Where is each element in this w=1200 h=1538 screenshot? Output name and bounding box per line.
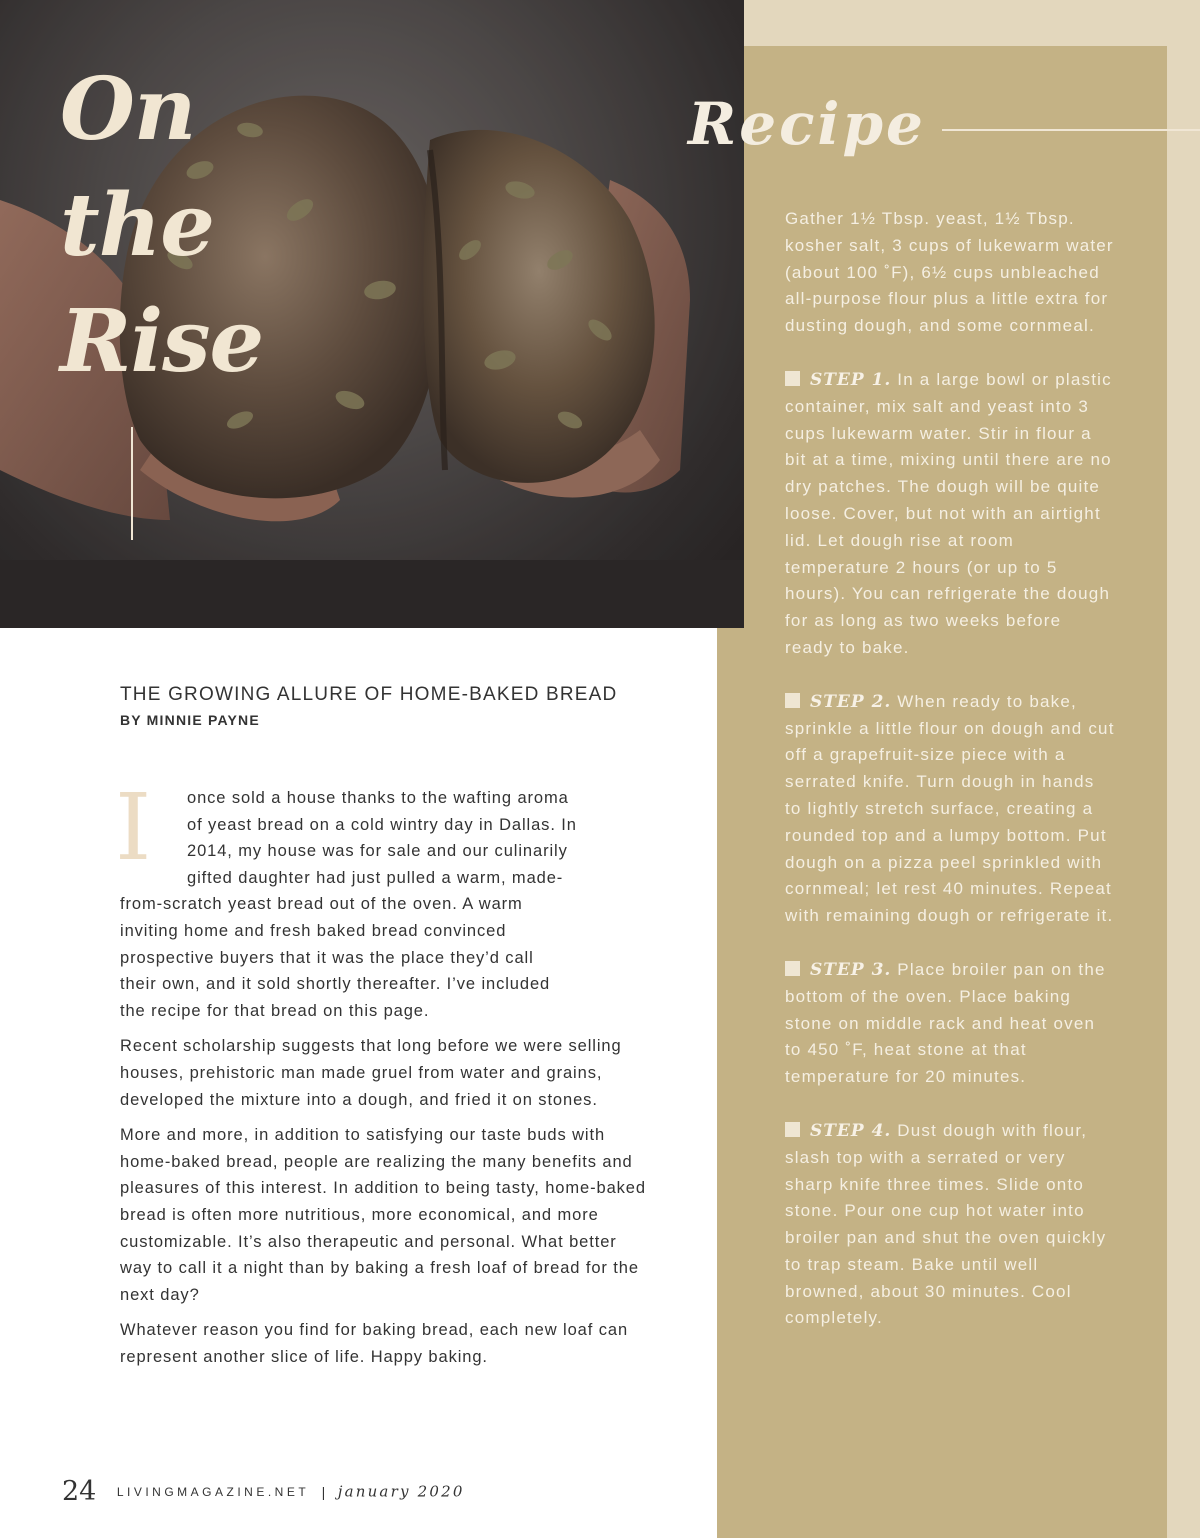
article-paragraph-1 <box>120 785 650 1024</box>
page-number: 24 <box>62 1476 97 1507</box>
article-body <box>120 785 650 1379</box>
paragraph-line: from-scratch yeast bread out of the oven. A warm <box>120 895 523 914</box>
step-text: When ready to bake, sprinkle a little flour on dough and cut off a grapefruit-size piece with a serrated knife. Turn dough in hands to lightly stretch surface, creating a rounded top and a lumpy bottom. Put dough on a pizza peel sprinkled with cornmeal; let rest 40 minutes. Repeat with remaining dough or refrigerate it. <box>785 691 1115 926</box>
recipe-step-3 <box>785 957 1115 1091</box>
paragraph-line: the recipe for that bread on this page. <box>120 1001 430 1020</box>
headline-line-2: the <box>60 175 214 276</box>
recipe-step-2 <box>785 689 1115 930</box>
article-paragraph-2: Recent scholarship suggests that long before we were selling houses, prehistoric man made gruel from water and grains, developed the mixture into a dough, and fried it on stones. <box>120 1037 622 1109</box>
step-label: STEP 1. <box>810 369 892 390</box>
recipe-intro: Gather 1½ Tbsp. yeast, 1½ Tbsp. kosher salt, 3 cups of lukewarm water (about 100 ˚F), 6½ cups unbleached all-purpose flour plus a little extra for dusting dough, and some cornmeal. <box>785 209 1114 336</box>
footer-site-link[interactable]: LIVINGMAGAZINE.NET <box>116 1484 310 1499</box>
page-footer <box>62 1476 465 1516</box>
drop-cap: I <box>115 774 152 881</box>
decorative-vertical-rule <box>131 427 133 540</box>
article-kicker: THE GROWING ALLURE OF HOME-BAKED BREAD <box>120 684 618 705</box>
recipe-step-4 <box>785 1118 1115 1332</box>
paragraph-line: once sold a house thanks to the wafting aroma <box>187 789 569 807</box>
paragraph-line: inviting home and fresh baked bread convinced <box>120 921 507 940</box>
article-byline: BY MINNIE PAYNE <box>120 712 260 728</box>
article-paragraph-4: Whatever reason you find for baking bread, each new loaf can represent another slice of life. Happy baking. <box>120 1321 629 1366</box>
step-bullet-square <box>785 961 800 976</box>
headline-line-1: On <box>60 59 196 160</box>
step-bullet-square <box>785 1122 800 1137</box>
footer-separator: | <box>321 1483 326 1500</box>
step-bullet-square <box>785 693 800 708</box>
recipe-body <box>785 206 1115 1359</box>
step-text: In a large bowl or plastic container, mix salt and yeast into 3 cups lukewarm water. Stir in flour a bit at a time, mixing until there are no dry patches. The dough will be quite loose. Cover, but not with an airtight lid. Let dough rise at room temperature 2 hours (or up to 5 hours). You can refrigerate the dough for as long as two weeks before ready to bake. <box>785 369 1112 657</box>
step-label: STEP 2. <box>810 691 892 712</box>
footer-issue-date: january 2020 <box>337 1482 465 1501</box>
step-label: STEP 3. <box>810 959 892 980</box>
paragraph-line: their own, and it sold shortly thereafter. I’ve included <box>120 975 551 994</box>
paragraph-line: prospective buyers that it was the place they’d call <box>120 948 534 967</box>
paragraph-line: gifted daughter had just pulled a warm, made- <box>187 868 564 887</box>
step-text: Place broiler pan on the bottom of the oven. Place baking stone on middle rack and heat oven to 450 ˚F, heat stone at that temperature for 20 minutes. <box>785 959 1106 1087</box>
paragraph-line: 2014, my house was for sale and our culinarily <box>187 842 568 861</box>
recipe-title: Recipe <box>688 90 926 158</box>
recipe-title-rule <box>942 129 1200 131</box>
step-label: STEP 4. <box>810 1120 892 1141</box>
headline-line-3: Rise <box>60 291 264 392</box>
step-bullet-square <box>785 371 800 386</box>
step-text: Dust dough with flour, slash top with a serrated or very sharp knife three times. Slide onto stone. Pour one cup hot water into broiler pan and shut the oven quickly to trap steam. Bake until well browned, about 30 minutes. Cool completely. <box>785 1120 1107 1328</box>
paragraph-line: of yeast bread on a cold wintry day in Dallas. In <box>187 815 577 834</box>
article-paragraph-3: More and more, in addition to satisfying our taste buds with home-baked bread, people are realizing the many benefits and pleasures of this interest. In addition to being tasty, home-baked bread is often more nutritious, more economical, and more customizable. It’s also therapeutic and personal. What better way to call it a night than by baking a fresh loaf of bread for the next day? <box>120 1126 646 1304</box>
headline <box>60 52 263 400</box>
recipe-step-1 <box>785 367 1115 662</box>
